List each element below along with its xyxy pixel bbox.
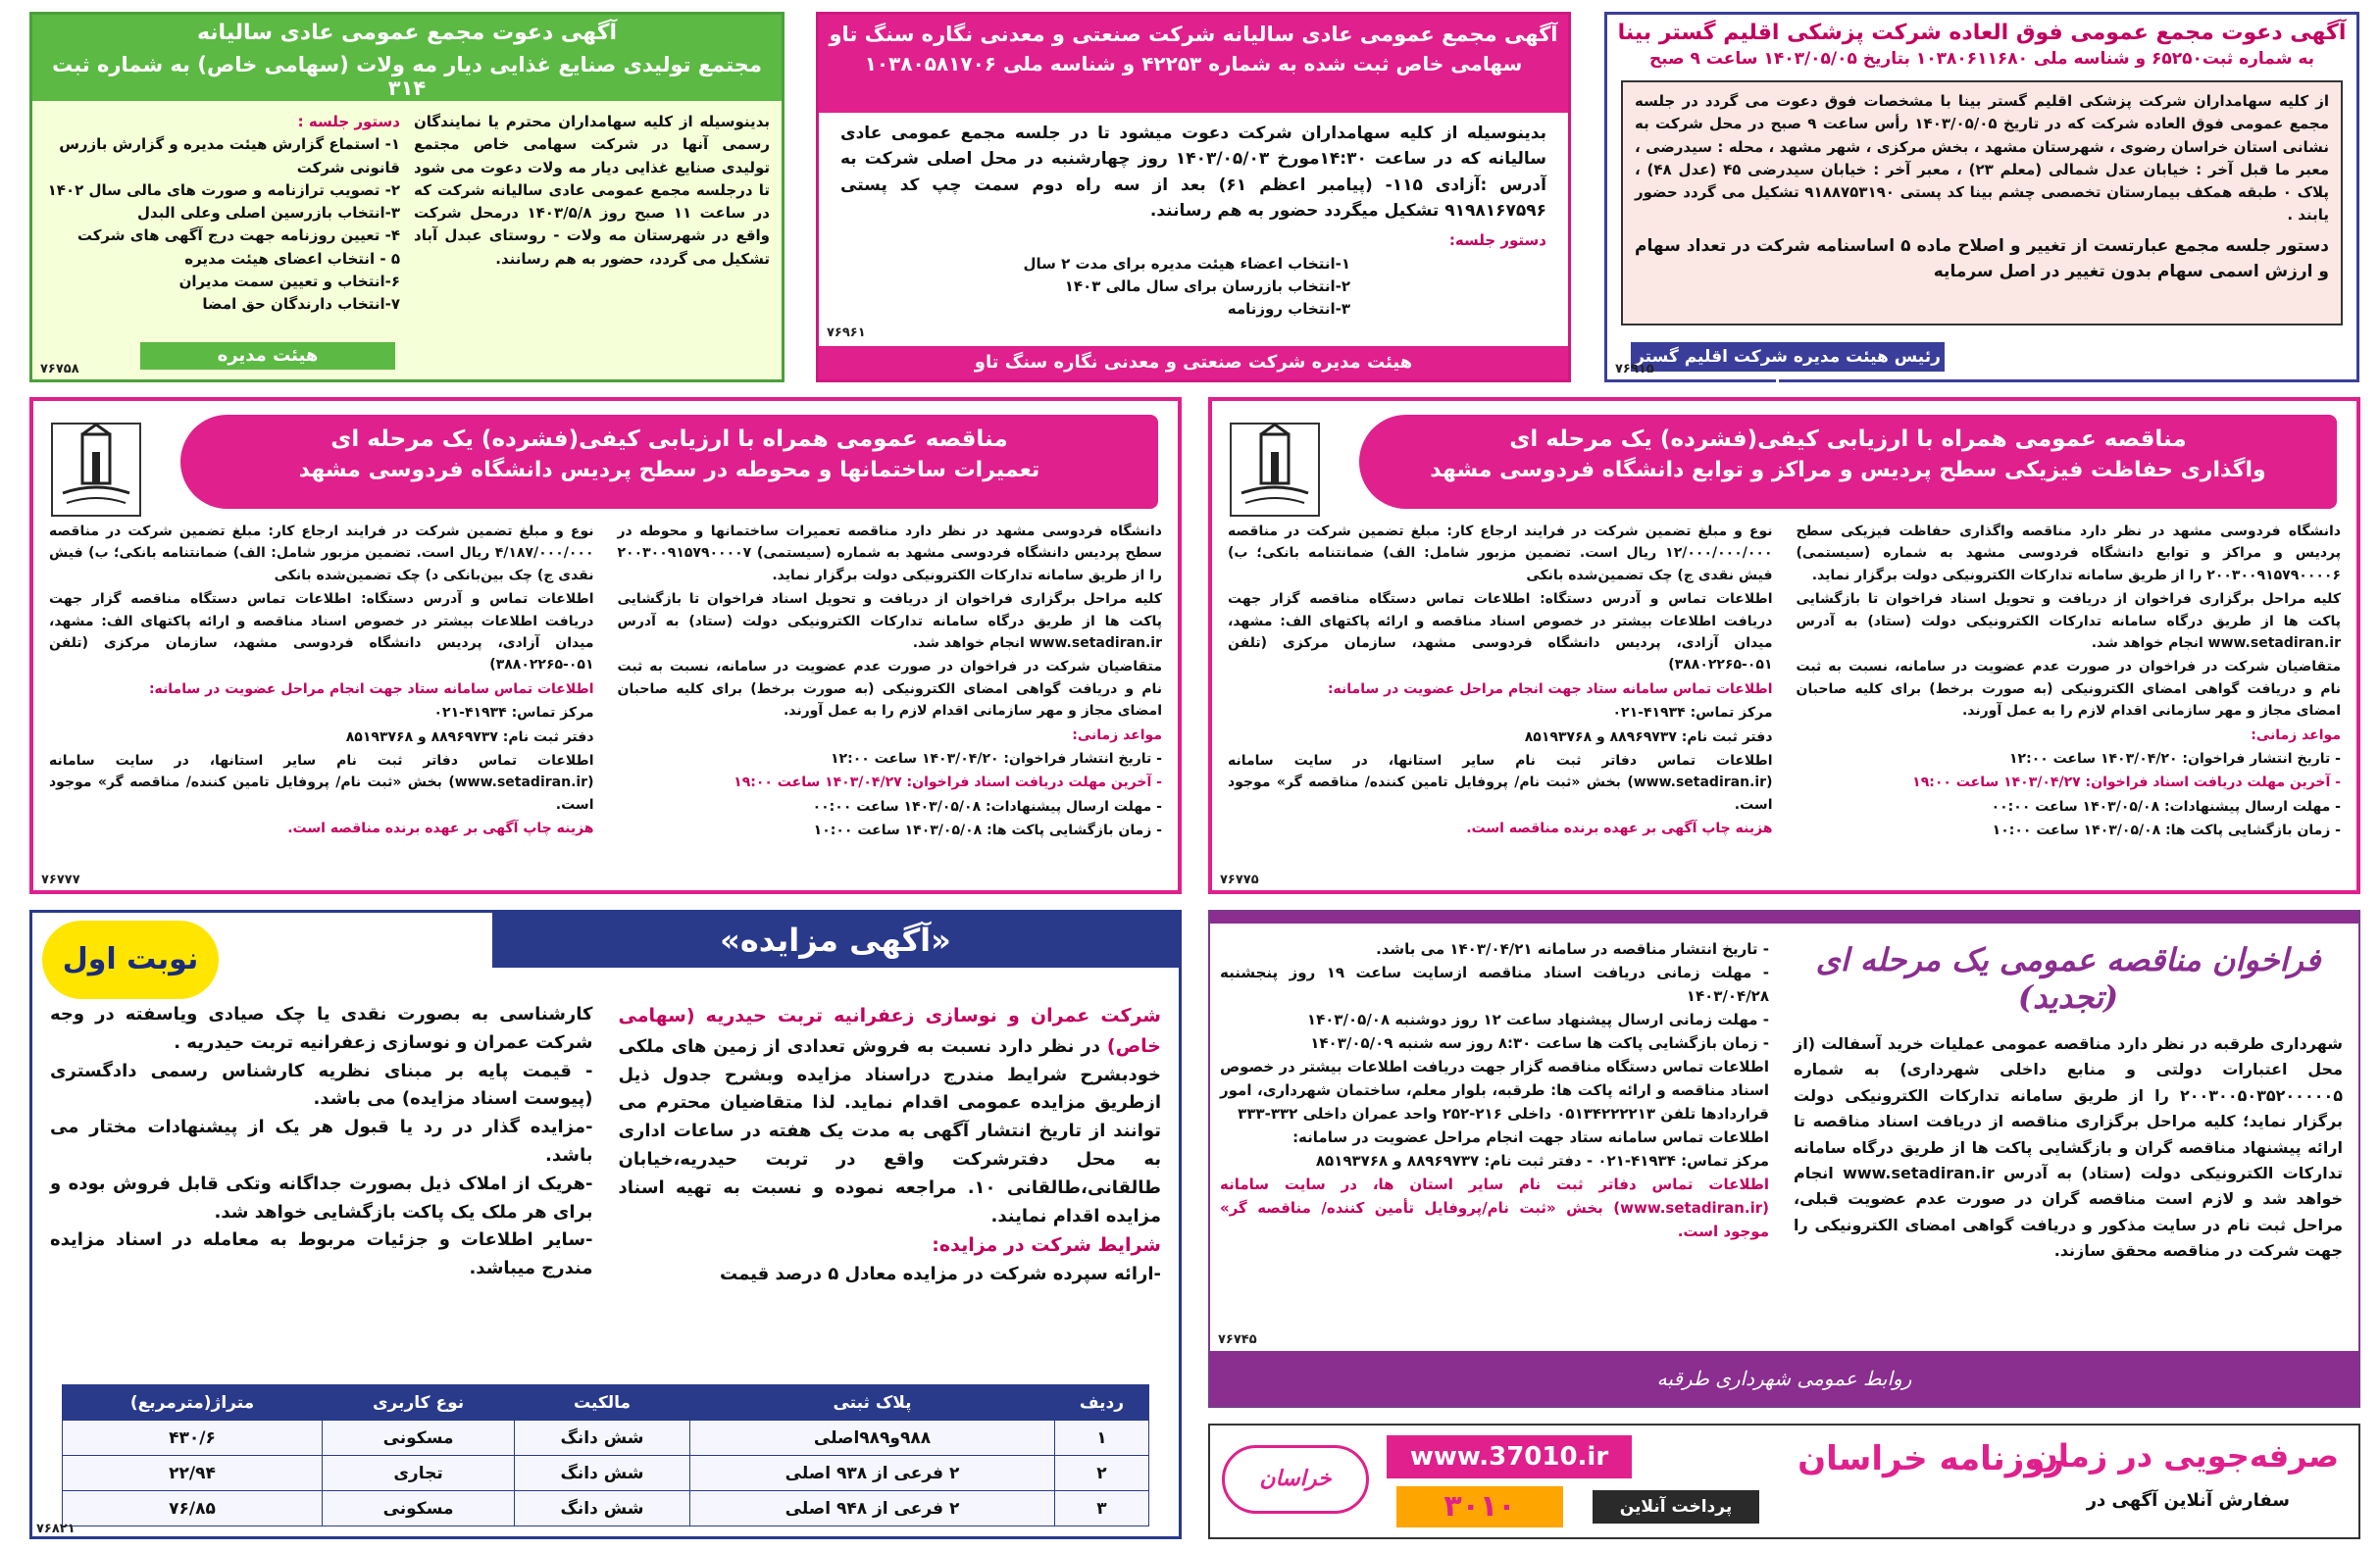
- ad-general-assembly-negareh: [816, 12, 1571, 382]
- first-round-badge: نوبت اول: [42, 921, 219, 999]
- timing-item: - زمان بازگشایی پاکت ها: ۱۴۰۳/۰۵/۰۸ ساعت ۱۰:۰۰: [813, 823, 1162, 839]
- tender-taraghbeh-asphalt: [1208, 910, 2360, 1408]
- ad-body: شهرداری طرقبه در نظر دارد مناقصه عمومی عملیات خرید آسفالت (از محل اعتبارات دولتی و منابع داخلی شهرداری) به شماره ۲۰۰۳۰۰۵۰۳۵۲۰۰۰۰۰۵ را از طریق سامانه تدارکات الکترونیکی دولت برگزار نماید؛ کلیه مراحل برگزاری مناقصه از دریافت اسناد مناقصه تا ارائه پیشنهاد مناقصه گران و بازگشایی پاکت ها از طریق درگاه سامانه تدارکات الکترونیکی دولت (ستاد) به آدرس www.setadiran.ir انجام خواهد شد و لازم است مناقصه گران در صورت عدم عضویت قبلی، مراحل ثبت نام در سایت مذکور و دریافت گواهی امضای الکترونیکی را جهت شرکت در مناقصه محقق سازند.: [1794, 1034, 2344, 1261]
- tender-contact: اطلاعات تماس و آدرس دستگاه: اطلاعات تماس دستگاه مناقصه گزار جهت دریافت اطلاعات بیشتر در خصوص اسناد مناقصه و ارائه پاکتهای الف: مشهد، میدان آزادی، پردیس دانشگاه فردوسی مشهد، سازمان مرکزی (تلفن ۰۵۱-۳۸۸۰۲۲۶۵): [49, 591, 594, 674]
- agenda-item: ۱-انتخاب اعضاء هیئت مدیره برای مدت ۲ سال: [1023, 254, 1350, 273]
- timing-item: - مهلت ارسال پیشنهادات: ۱۴۰۳/۰۵/۰۸ ساعت ۰۰:۰۰: [1991, 798, 2341, 815]
- properties-table: [62, 1384, 1149, 1526]
- registration-office: دفتر ثبت نام: ۸۸۹۶۹۷۳۷ و ۸۵۱۹۳۷۶۸: [1524, 728, 1773, 745]
- condition-item: -سایر اطلاعات و جزئیات مربوط به معامله در اسناد مزایده مندرج میباشد.: [50, 1229, 593, 1279]
- timing-title: مواعد زمانی:: [1072, 726, 1162, 743]
- table-cell: مسکونی: [323, 1421, 515, 1456]
- table-header: ردیف: [1054, 1385, 1148, 1421]
- table-row: [63, 1456, 1149, 1491]
- ad-agenda: دستور جلسه مجمع عبارتست از تغییر و اصلاح ماده ۵ اساسنامه شرکت در تعداد سهام و ارزش اسمی سهام بدون تغییر در اصل سرمایه: [1635, 235, 2330, 281]
- table-cell: شش دانگ: [515, 1421, 690, 1456]
- ad-signature: هیئت مدیره شرکت صنعتی و معدنی نگاره سنگ تاو: [819, 346, 1568, 379]
- table-cell: مسکونی: [323, 1491, 515, 1526]
- setad-contact-title: اطلاعات تماس سامانه ستاد جهت انجام مراحل عضویت در سامانه:: [1327, 680, 1773, 697]
- table-cell: شش دانگ: [515, 1456, 690, 1491]
- ad-subtitle: سهامی خاص ثبت شده به شماره ۴۲۲۵۳ و شناسه ملی ۱۰۳۸۰۵۸۱۷۰۶: [864, 52, 1523, 75]
- ad-content-box: [1621, 80, 2343, 325]
- khorasan-banner: [1208, 1424, 2360, 1539]
- ad-title: فراخوان مناقصه عمومی یک مرحله ای (تجدید): [1815, 941, 2321, 1016]
- agenda-list: [44, 133, 400, 316]
- agenda-item: ۴- تعیین روزنامه جهت درج آگهی های شرکت: [76, 226, 400, 245]
- ad-header: [1359, 415, 2337, 509]
- tender-desc: متقاضیان شرکت در فراخوان در صورت عدم عضویت در سامانه، نسبت به ثبت نام و دریافت گواهی امضای الکترونیکی (به صورت برخط) برای کلیه صاحبان امضای مجاز و مهر سازمانی اقدام لازم را به عمل آورند.: [617, 659, 1162, 720]
- agenda-item: ۳-انتخاب بازرسین اصلی وعلی البدل: [137, 204, 400, 222]
- ad-subtitle: تعمیرات ساختمانها و محوطه در سطح پردیس دانشگاه فردوسی مشهد: [298, 458, 1040, 482]
- tender-contact: اطلاعات تماس و آدرس دستگاه: اطلاعات تماس دستگاه مناقصه گزار جهت دریافت اطلاعات بیشتر در خصوص اسناد مناقصه و ارائه پاکتهای الف: مشهد، میدان آزادی، پردیس دانشگاه فردوسی مشهد، سازمان مرکزی (تلفن ۰۵۱-۳۸۸۰۲۲۶۵): [1228, 591, 1773, 674]
- banner-slogan: صرفه‌جویی در زمان: [2031, 1437, 2339, 1475]
- ad-code: ۷۶۹۶۱: [827, 325, 866, 340]
- ad-title: مناقصه عمومی همراه با ارزیابی کیفی(فشرده) یک مرحله ای: [330, 426, 1008, 452]
- tender-item: اطلاعات تماس سامانه ستاد جهت انجام مراحل عضویت در سامانه:: [1292, 1128, 1769, 1146]
- ad-code: ۷۶۷۵۸: [40, 362, 79, 376]
- print-cost-note: هزینه چاپ آگهی بر عهده برنده مناقصه است.: [1466, 821, 1773, 837]
- ad-code: ۷۶۹۱۵: [1615, 362, 1654, 376]
- tender-item: مرکز تماس: ۴۱۹۳۴-۰۲۱ - دفتر ثبت نام: ۸۸۹۶۹۷۳۷ و ۸۵۱۹۳۷۶۸: [1315, 1152, 1769, 1170]
- table-cell: ۷۶/۸۵: [63, 1491, 323, 1526]
- table-header: متراژ(مترمربع): [63, 1385, 323, 1421]
- tender-item: - زمان بازگشایی پاکت ها ساعت ۸:۳۰ روز سه شنبه ۱۴۰۳/۰۵/۰۹: [1310, 1034, 1769, 1052]
- timing-item: - آخرین مهلت دریافت اسناد فراخوان: ۱۴۰۳/۰۴/۲۷ ساعت ۱۹:۰۰: [1912, 775, 2341, 791]
- banner-order: سفارش آنلاین آگهی در: [2086, 1490, 2290, 1511]
- conditions-title: شرایط شرکت در مزایده:: [932, 1234, 1161, 1257]
- agenda-item: ۳-انتخاب روزنامه: [1227, 300, 1350, 319]
- tender-desc: دانشگاه فردوسی مشهد در نظر دارد مناقصه تعمیرات ساختمانها و محوطه در سطح پردیس دانشگاه فردوسی مشهد به شماره (سیستمی) ۲۰۰۳۰۰۹۱۵۷۹۰۰۰۰۷ را از طریق سامانه تدارکات الکترونیکی دولت برگزار نماید.: [617, 524, 1162, 583]
- ad-extraordinary-assembly-bina: [1604, 12, 2359, 396]
- ad-subtitle: مجتمع تولیدی صنایع غذایی دیار مه ولات (سهامی خاص) به شماره ثبت ۳۱۴: [52, 53, 762, 100]
- table-cell: ۹۸۸و۹۸۹اصلی: [690, 1421, 1055, 1456]
- university-logo-icon: [1230, 423, 1320, 517]
- decorative-bar: [1210, 912, 2358, 924]
- call-center: مرکز تماس: ۴۱۹۳۴-۰۲۱: [1612, 705, 1773, 722]
- table-cell: ۲۲/۹۴: [63, 1456, 323, 1491]
- ad-subtitle: واگذاری حفاظت فیزیکی سطح پردیس و مراکز و توابع دانشگاه فردوسی مشهد: [1430, 458, 2266, 482]
- agenda-item: ۷-انتخاب دارندگان حق امضا: [202, 295, 400, 313]
- timing-item: - تاریخ انتشار فراخوان: ۱۴۰۳/۰۴/۲۰ ساعت ۱۲:۰۰: [2009, 750, 2341, 767]
- ad-body: بدینوسیله از کلیه سهامداران محترم یا نمایندگان رسمی آنها در شرکت سهامی خاص مجتمع تولیدی صنایع غذایی دیار مه ولات دعوت می شود تا درجلسه مجمع عمومی عادی سالیانه شرکت که در ساعت ۱۱ صبح روز ۱۴۰۳/۵/۸ درمحل شرکت واقع در شهرستان مه ولات - روستای عبدل آباد تشکیل می گردد، حضور به هم رسانند.: [414, 113, 770, 268]
- table-cell: تجاری: [323, 1456, 515, 1491]
- tender-desc: کلیه مراحل برگزاری فراخوان از دریافت و تحویل اسناد فراخوان تا بازگشایی پاکت ها از طریق درگاه سامانه تدارکات الکترونیکی دولت (ستاد) به آدرس www.setadiran.ir انجام خواهد شد.: [617, 591, 1162, 651]
- setad-contact-title: اطلاعات تماس سامانه ستاد جهت انجام مراحل عضویت در سامانه:: [148, 680, 594, 697]
- ad-header: [32, 15, 782, 101]
- provincial-offices: اطلاعات تماس دفاتر ثبت نام سایر استانها، در سایت سامانه (www.setadiran.ir) بخش «ثبت نام/ پروفایل تامین کننده/ مناقصه گر» موجود است.: [1228, 752, 1773, 813]
- ad-body: از کلیه سهامداران شرکت پزشکی اقلیم گستر بینا با مشخصات فوق دعوت می گردد در جلسه مجمع عمومی فوق العاده شرکت که در تاریخ ۱۴۰۳/۰۵/۰۵ رأس ساعت ۹ صبح در محل شرکت به نشانی استان خراسان رضوی ، شهرستان مشهد ، بخش مرکزی ، شهر مشهد ، محله : سیدرضی ، معبر ما قبل آخر : خیابان عدل شمالی (معلم ۲۳) ، معبر آخر : خیابان سیدرضی ۴۵ (عدل ۴۸) ، پلاک ۰ طبقه همکف بیمارستان تخصصی چشم بینا کد پستی ۹۱۸۸۷۵۳۱۹۰ تشکیل می گردد حضور یابند .: [1635, 92, 2330, 225]
- timing-item: - زمان بازگشایی پاکت ها: ۱۴۰۳/۰۵/۰۸ ساعت ۱۰:۰۰: [1992, 823, 2341, 839]
- condition-item: -مزایده گذار در رد یا قبول هر یک از پیشنهادات مختار می باشد.: [50, 1117, 593, 1166]
- auction-zafaranieh: [29, 910, 1182, 1539]
- ad-code: ۷۶۸۲۱: [36, 1522, 76, 1536]
- ad-signature: رئیس هیئت مدیره شرکت اقلیم گستر بینا: [1631, 342, 1945, 372]
- tender-guarantee: نوع و مبلغ تضمین شرکت در فرایند ارجاع کار: مبلغ تضمین شرکت در مناقصه ۱۲/۰۰۰/۰۰۰/۰۰۰ ریال است. تضمین مزبور شامل: الف) ضمانتنامه بانکی؛ ب) فیش نقدی ج) چک تضمین‌شده بانکی: [1228, 524, 1773, 583]
- ad-code: ۷۶۷۷۵: [1220, 873, 1259, 887]
- condition-item: - قیمت پایه بر مبنای نظریه کارشناس رسمی دادگستری (پیوست اسناد مزایده) می باشد.: [50, 1060, 593, 1110]
- table-cell: ۳: [1054, 1491, 1148, 1526]
- table-header: نوع کاربری: [323, 1385, 515, 1421]
- tender-desc: دانشگاه فردوسی مشهد در نظر دارد مناقصه واگذاری حفاظت فیزیکی سطح پردیس و مراکز و توابع دانشگاه فردوسی مشهد به شماره (سیستمی) ۲۰۰۳۰۰۹۱۵۷۹۰۰۰۰۶ را از طریق سامانه تدارکات الکترونیکی دولت برگزار نماید.: [1796, 524, 2341, 583]
- agenda-item: ۲- تصویب ترازنامه و صورت های مالی سال ۱۴۰۲: [47, 180, 400, 199]
- timing-item: - آخرین مهلت دریافت اسناد فراخوان: ۱۴۰۳/۰۴/۲۷ ساعت ۱۹:۰۰: [734, 775, 1162, 791]
- agenda-item: ۱- استماع گزارش هیئت مدیره و گزارش بازرس قانونی شرکت: [59, 135, 400, 176]
- tender-ferdowsi-security: [1208, 397, 2360, 894]
- ad-signature: هیئت مدیره: [140, 342, 395, 370]
- table-cell: ۱: [1054, 1421, 1148, 1456]
- table-cell: ۲ فرعی از ۹۴۸ اصلی: [690, 1491, 1055, 1526]
- khorasan-logo: خراسان: [1222, 1445, 1369, 1514]
- table-header: پلاک ثبتی: [690, 1385, 1055, 1421]
- ad-title: آگهی دعوت مجمع عمومی عادی سالیانه: [196, 21, 618, 45]
- tender-item: اطلاعات تماس دستگاه مناقصه گزار جهت دریافت اطلاعات بیشتر در خصوص اسناد مناقصه و ارائه پاکت ها: طرقبه، بلوار معلم، ساختمان شهرداری، امور قراردادها تلفن ۰۵۱۳۴۲۲۲۲۱۳ داخلی ۲۱۶-۲۵۲ واحد عمران داخلی ۳۳۲-۳۳۳: [1220, 1058, 1769, 1123]
- banner-newspaper: روزنامه خراسان: [1798, 1439, 2064, 1478]
- ad-title: «آگهی مزایده»: [492, 913, 1179, 968]
- university-logo-icon: [51, 423, 141, 517]
- provincial-offices: اطلاعات تماس دفاتر ثبت نام سایر استانها، در سایت سامانه (www.setadiran.ir) بخش «ثبت نام/ پروفایل تامین کننده/ مناقصه گر» موجود است.: [49, 752, 594, 813]
- agenda-item: ۶-انتخاب و تعیین سمت مدیران: [178, 272, 400, 290]
- table-cell: ۲ فرعی از ۹۳۸ اصلی: [690, 1456, 1055, 1491]
- ad-title: مناقصه عمومی همراه با ارزیابی کیفی(فشرده) یک مرحله ای: [1509, 426, 2187, 452]
- agenda-list: [840, 253, 1350, 322]
- ad-body: بدینوسیله از کلیه سهامداران شرکت دعوت میشود تا در جلسه مجمع عمومی عادی سالیانه که در ساعت ۱۴:۳۰مورخ ۱۴۰۳/۰۵/۰۳ روز چهارشنبه در محل اصلی شرکت به آدرس :آزادی ۱۱۵- (پیامبر اعظم ۶۱) بعد از سه راه دوم سمت چپ کد پستی ۹۱۹۸۱۶۷۵۹۶ تشکیل میگردد حضور به هم رسانند.: [840, 124, 1547, 222]
- registration-office: دفتر ثبت نام: ۸۸۹۶۹۷۳۷ و ۸۵۱۹۳۷۶۸: [345, 728, 594, 745]
- ad-code: ۷۶۷۷۷: [41, 873, 80, 887]
- ad-header: [1607, 15, 2356, 75]
- tender-guarantee: نوع و مبلغ تضمین شرکت در فرایند ارجاع کار: مبلغ تضمین شرکت در مناقصه ۴/۱۸۷/۰۰۰/۰۰۰ ریال است. تضمین مزبور شامل: الف) ضمانتنامه بانکی؛ ب) فیش نقدی ج) چک بین‌بانکی د) چک تضمین‌شده بانکی: [49, 524, 594, 583]
- table-cell: شش دانگ: [515, 1491, 690, 1526]
- call-center: مرکز تماس: ۴۱۹۳۴-۰۲۱: [433, 705, 594, 722]
- timing-item: - مهلت ارسال پیشنهادات: ۱۴۰۳/۰۵/۰۸ ساعت ۰۰:۰۰: [812, 798, 1162, 815]
- tender-item: - تاریخ انتشار مناقصه در سامانه ۱۴۰۳/۰۴/۲۱ می باشد.: [1376, 940, 1769, 958]
- condition-item: -ارائه سپرده شرکت در مزایده معادل ۵ درصد قیمت: [720, 1263, 1161, 1284]
- table-row: [63, 1421, 1149, 1456]
- condition-item: -هریک از املاک ذیل بصورت جداگانه وتکی قابل فروش بوده و برای هر ملک یک پاکت بازگشایی خواهد شد.: [50, 1173, 593, 1223]
- table-cell: ۲: [1054, 1456, 1148, 1491]
- tender-desc: متقاضیان شرکت در فراخوان در صورت عدم عضویت در سامانه، نسبت به ثبت نام و دریافت گواهی امضای الکترونیکی (به صورت برخط) برای کلیه صاحبان امضای مجاز و مهر سازمانی اقدام لازم را به عمل آورند.: [1796, 659, 2341, 720]
- ad-header: [180, 415, 1158, 509]
- agenda-item: ۵ - انتخاب اعضای هیئت مدیره: [184, 249, 400, 268]
- tender-item: اطلاعات تماس دفاتر ثبت نام سایر استان ها، در سایت سامانه (www.setadiran.ir) بخش «ثبت نام/پروفایل تأمین کننده/ مناقصه گر» موجود است.: [1220, 1176, 1769, 1240]
- agenda-item: ۲-انتخاب بازرسان برای سال مالی ۱۴۰۳: [1064, 276, 1350, 295]
- auction-company: شرکت عمران و نوسازی زعفرانیه تربت حیدریه (سهامی خاص): [618, 1005, 1161, 1057]
- banner-pay-button[interactable]: پرداخت آنلاین: [1593, 1490, 1759, 1524]
- timing-item: - تاریخ انتشار فراخوان: ۱۴۰۳/۰۴/۲۰ ساعت ۱۲:۰۰: [831, 750, 1162, 767]
- ad-title: آگهی مجمع عمومی عادی سالیانه شرکت صنعتی و معدنی نگاره سنگ تاو: [829, 23, 1558, 46]
- ad-title: آگهی دعوت مجمع عمومی فوق العاده شرکت پزشکی اقلیم گستر بینا: [1617, 21, 2347, 45]
- table-cell: ۴۳۰/۶: [63, 1421, 323, 1456]
- condition-item: کارشناسی به بصورت نقدی یا چک صیادی ویاسفته در وجه شرکت عمران و نوسازی زعفرانیه تربت حیدریه .: [50, 1004, 593, 1053]
- tender-desc: کلیه مراحل برگزاری فراخوان از دریافت و تحویل اسناد فراخوان تا بازگشایی پاکت ها از طریق درگاه سامانه تدارکات الکترونیکی دولت (ستاد) به آدرس www.setadiran.ir انجام خواهد شد.: [1796, 591, 2341, 651]
- table-header: مالکیت: [515, 1385, 690, 1421]
- tender-item: - مهلت زمانی ارسال پیشنهاد ساعت ۱۲ روز دوشنبه ۱۴۰۳/۰۵/۰۸: [1306, 1011, 1769, 1028]
- timing-title: مواعد زمانی:: [2251, 726, 2341, 743]
- ad-subtitle: به شماره ثبت۶۵۲۵۰ و شناسه ملی ۱۰۳۸۰۶۱۱۶۸۰ بتاریخ ۱۴۰۳/۰۵/۰۵ ساعت ۹ صبح: [1648, 49, 2315, 69]
- banner-phone: ۳۰۱۰: [1396, 1486, 1563, 1527]
- tender-ferdowsi-buildings: [29, 397, 1182, 894]
- ad-header: [819, 15, 1568, 113]
- banner-url-link[interactable]: www.37010.ir: [1387, 1435, 1632, 1478]
- auction-body: در نظر دارد نسبت به فروش تعدادی از زمین های ملکی خودبشرح شرایط مندرج دراسناد مزایده وبشرح جدول ذیل ازطریق مزایده عمومی اقدام نماید. لذا متقاضیان محترم می توانند از تاریخ انتشار آگهی به مدت یک هفته در ساعات اداری به محل دفترشرکت واقع در تربت حیدریه،خیابان طالقانی،طالقانی ۱۰. مراجعه نموده و نسبت به تهیه اسناد مزایده اقدام نمایند.: [618, 1035, 1161, 1226]
- print-cost-note: هزینه چاپ آگهی بر عهده برنده مناقصه است.: [287, 821, 594, 837]
- ad-general-assembly-diyar: [29, 12, 785, 382]
- tender-item: - مهلت زمانی دریافت اسناد مناقصه ازسایت ساعت ۱۹ روز پنجشنبه ۱۴۰۳/۰۴/۲۸: [1220, 964, 1769, 1005]
- table-row: [63, 1491, 1149, 1526]
- ad-signature: روابط عمومی شهرداری طرقبه: [1210, 1351, 2358, 1406]
- ad-code: ۷۶۷۴۵: [1218, 1332, 1257, 1347]
- agenda-title: دستور جلسه:: [1448, 231, 1546, 250]
- agenda-title: دستور جلسه :: [297, 113, 400, 130]
